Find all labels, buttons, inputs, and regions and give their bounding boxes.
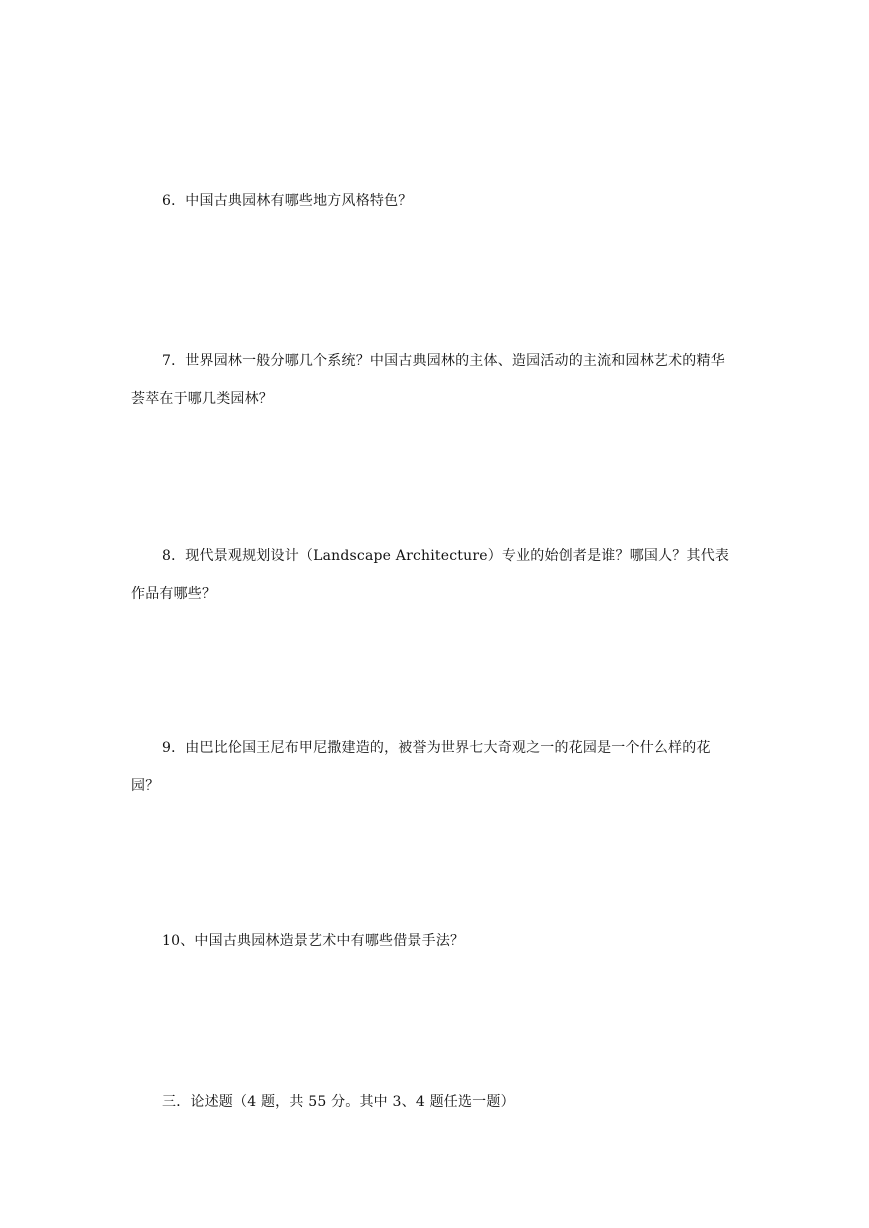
question-6: 6．中国古典园林有哪些地方风格特色？ xyxy=(162,193,413,209)
section-3-heading: 三．论述题（4 题，共 55 分。其中 3、4 题任选一题） xyxy=(162,1094,515,1110)
question-9: 9．由巴比伦国王尼布甲尼撒建造的，被誉为世界七大奇观之一的花园是一个什么样的花园？ xyxy=(131,740,711,794)
question-7: 7．世界园林一般分哪几个系统？中国古典园林的主体、造园活动的主流和园林艺术的精华荟萃在于哪几类园林？ xyxy=(131,353,725,407)
question-8: 8．现代景观规划设计（Landscape Architecture）专业的始创者是谁？哪国人？其代表作品有哪些？ xyxy=(131,548,730,602)
question-10: 10、中国古典园林造景艺术中有哪些借景手法？ xyxy=(162,933,465,949)
